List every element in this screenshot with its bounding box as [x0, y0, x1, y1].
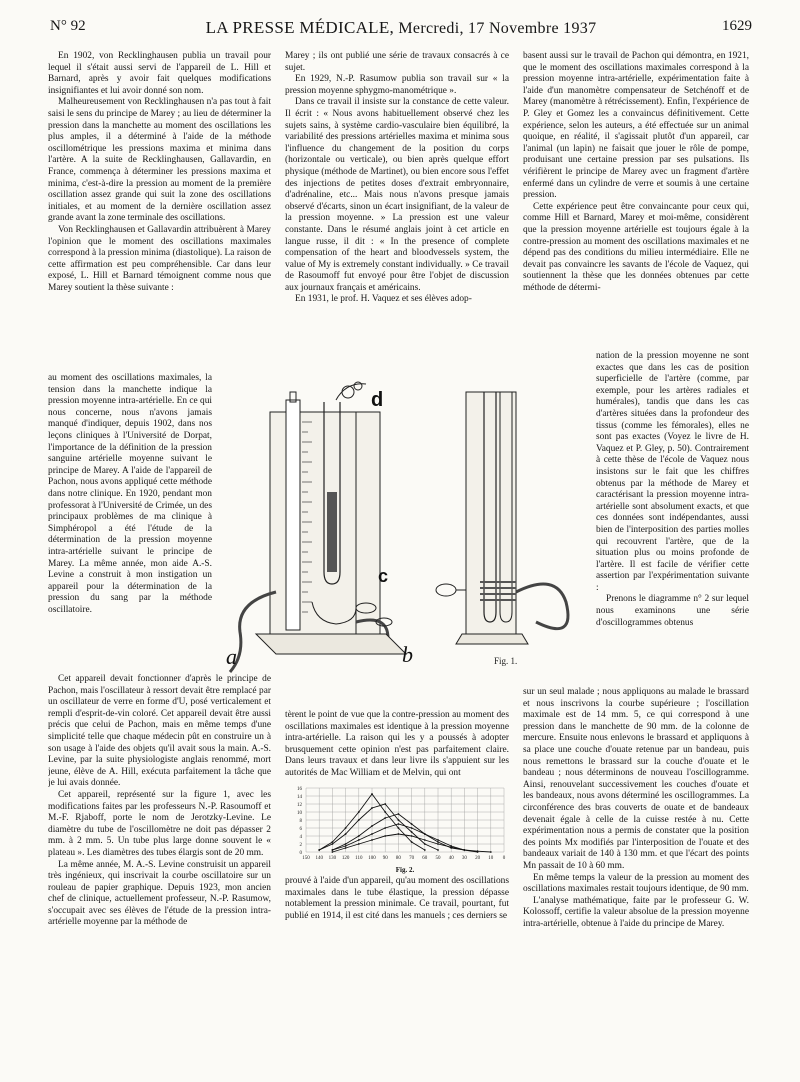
x-tick-label: 80 [395, 856, 401, 861]
label-c: c [378, 566, 389, 586]
data-point [450, 846, 452, 848]
y-tick-label: 14 [297, 795, 302, 800]
x-tick-label: 130 [328, 856, 337, 861]
x-tick-label: 40 [448, 856, 454, 861]
y-tick-label: 6 [299, 827, 302, 832]
x-tick-label: 0 [502, 856, 506, 861]
page-header [50, 18, 752, 40]
data-point [332, 849, 334, 851]
data-point [332, 843, 334, 845]
paragraph: La même année, M. A.-S. Levine construisit un appareil très ingénieux, qui inscrivait la courbe oscillatoire sur un rouleau de papier graphique. Depuis 1923, mon ancien chef de clinique, actuellement professeur, N.-P. Rasumow, s'occupait avec ses élèves de l'étude de la pression intra-artérielle moyenne par la méthode de [48, 859, 271, 928]
data-point [424, 843, 426, 845]
paragraph: au moment des oscillations maximales, la tension dans la manchette indique la pression moyenne intra-artérielle. En ce qui nous concerne, nous n'avons jamais manqué d'indiquer, depuis 1902, dans nos leçons cliniques à l'Université de Dorpat, l'importance de la définition de la pression sanguine artérielle moyenne suivant le principe de Marey. A l'aide de l'appareil de Pachon, nous avons appliqué cette méthode dans notre clinique. En 1920, pendant mon professorat à l'Université de Crimée, un des principaux problèmes de ma clinique à Simphéropol a été l'étude de la détermination de la pression moyenne intra-artérielle suivant le principe de Marey. La même année, mon aide A.-S. Levine a construit à mon instigation un appareil pour la détermination de la pression du sang par la méthode oscillatoire. [48, 373, 212, 615]
column-2-bottom-b [285, 876, 509, 936]
data-point [345, 833, 347, 835]
data-point [424, 833, 426, 835]
data-point [371, 793, 373, 795]
data-point [411, 841, 413, 843]
data-point [358, 843, 360, 845]
paragraph: Cette expérience peut être convaincante pour ceux qui, comme Hill et Barnard, Marey et moi-même, considèrent que la pression moyenne artérielle est toujours égale à la contre-pression au moment des oscillations maximales et ne dépend pas des conditions du milieu intermédiaire. Elle ne devait pas convaincre les savants de l'école de Vaquez, qui soutiennent la thèse que les données obtenues par cette méthode de détermi- [523, 201, 749, 293]
column-1-narrow [48, 373, 212, 671]
y-tick-label: 0 [299, 851, 302, 856]
column-2-bottom-a [285, 710, 509, 780]
data-point [398, 813, 400, 815]
side-board [466, 392, 516, 642]
paragraph: sur un seul malade ; nous appliquons au malade le brassard et nous inscrivons la courbe supérieure ; l'oscillation maximale est de 14 mm. 5, ce qui correspond à une pression dans le manchette de 90 mm. de la colonne de mercure. Ensuite nous enlevons le brassard et appliquons à sa place une couche d'ouate retenue par un bandeau, puis nous remettons le brassard sur la couche d'ouate et le bandeau ; nous déterminons de nouveau l'oscillogramme. Ainsi, renouvelant successivement les couches d'ouate et les bandeaux, nous avons déterminé les oscillogrammes. La circonférence des bras couverts de ouate et de bandeaux devenait égale à celle de la cuisse restée à nu. Cette expérimentation nous a permis de constater que la position des points Mx modifiés par l'interposition de l'ouate et des bandeaux variait de 140 à 130 mm. et que l'écart des points Mn passait de 10 à 60 mm. [523, 687, 749, 871]
figure-2 [282, 780, 514, 876]
paragraph: Von Recklinghausen et Gallavardin attribuèrent à Marey l'opinion que le moment des oscillations maximales correspond à la pression minima (diastolique). La raison de cette affirmation est peu compréhensible. Car dans leur exposé, L. Hill et Barnard témoignent comme nous que Marey soutient la thèse suivante : [48, 224, 271, 293]
paragraph: En 1902, von Recklinghausen publia un travail pour lequel il s'était aussi servi de l'appareil de L. Hill et Barnard, après y avoir fait quelques modifications insignifiantes et lui avoir donné son nom. [48, 51, 271, 96]
data-point [384, 811, 386, 813]
data-point [358, 811, 360, 813]
paragraph: Marey ; ils ont publié une série de travaux consacrés à ce sujet. [285, 51, 509, 73]
data-point [424, 839, 426, 841]
figure-2-caption: Fig. 2. [395, 866, 415, 874]
column-3-narrow [596, 351, 749, 686]
journal-name: LA PRESSE MÉDICALE, [205, 18, 395, 37]
paragraph: En 1929, N.-P. Rasumow publia son travail sur « la pression moyenne sphygmo-manométrique ». [285, 74, 509, 96]
column-1-bottom [48, 674, 271, 1066]
data-point [345, 845, 347, 847]
figure-2-chart [282, 780, 514, 876]
data-point [411, 835, 413, 837]
data-point [384, 827, 386, 829]
side-tube [516, 584, 568, 629]
column-3-bottom [523, 687, 749, 1047]
data-point [424, 849, 426, 851]
x-tick-label: 70 [409, 856, 415, 861]
data-point [437, 839, 439, 841]
paragraph: Cet appareil devait fonctionner d'après le principe de Pachon, mais l'oscillateur à ressort devait être remplacé par un oscillateur de verre en forme d'U, posé verticalement et rempli d'esprit-de-vin coloré. Cet appareil devait être aussi précis que celui de Pachon, mais en même temps d'une simplicité telle que chaque médecin pût en construire un à son usage à l'aide des objets qu'il avait sous la main. A.-S. Levine, par la suite physiologiste anglais renommé, mort jeune, élève de A. Hill, exécuta parfaitement la tâche que je lui avais donnée. [48, 674, 271, 789]
figure-1 [216, 372, 592, 692]
paragraph: prouvé à l'aide d'un appareil, qu'au moment des oscillations maximales dans le tube élastique, la pression dépasse notablement la pression minimale. Ce travail, pourtant, fut publié en 1914, il est cité dans les manuels ; ces derniers se [285, 876, 509, 921]
x-tick-label: 110 [355, 856, 363, 861]
data-point [411, 827, 413, 829]
paragraph: Malheureusement von Recklinghausen n'a pas tout à fait saisi le sens du principe de Marey ; au lieu de déterminer la pression dans la manchette au moment des oscillations les plus amples, il a déterminé à l'aide de la méthode oscillométrique les pressions maxima et minima dans l'artère. A la suite de Recklinghausen, Gallavardin, en France, commença à déterminer les pressions maxima et minima, c'est-à-dire la pression au moment de la première oscillation assez grande qui suit la zone des oscillations initiales, et au moment de la dernière oscillation assez grande avant la zone terminale des oscillations. [48, 97, 271, 224]
data-point [371, 825, 373, 827]
data-point [345, 847, 347, 849]
issue-number: N° 92 [50, 18, 86, 34]
label-b: b [402, 642, 413, 667]
data-point [358, 819, 360, 821]
label-a: a [226, 644, 237, 669]
data-point [437, 849, 439, 851]
data-point [345, 827, 347, 829]
data-point [371, 839, 373, 841]
paragraph: basent aussi sur le travail de Pachon qui démontra, en 1921, que le moment des oscillations maximales correspond à la pression moyenne intra-artérielle, expérimentation faite à l'aide d'un manomètre compensateur de Setchénoff et de Marey (manomètre à rétrécissement). Enfin, l'expérience de P. Gley et Gomez les a convaincus définitivement. Cette expérience, selon les auteurs, a été effectuée sur un animal quoique, en réalité, il s'agissait plutôt d'un appareil, car l'animal (un lapin) ne faisait que jouer le rôle de pompe, produisant une certaine pression par ses pulsations. Ils vérifièrent le principe de Marey avec un fragment d'artère enfermé dans un cylindre de verre et soumis à une certaine pression. [523, 51, 749, 201]
paragraph: En même temps la valeur de la pression au moment des oscillations maximales restait toujours identique, de 90 mm. [523, 872, 749, 895]
y-tick-label: 2 [299, 843, 302, 848]
data-point [318, 849, 320, 851]
x-tick-label: 100 [368, 856, 376, 861]
x-tick-label: 140 [315, 856, 323, 861]
paragraph: Cet appareil, représenté sur la figure 1, avec les modifications faites par les professeurs N.-P. Rasoumoff et M.-F. Rjaboff, porte le nom de Jerotzky-Levine. Le diamètre du tube de l'oscillomètre ne doit pas dépasser 2 mm. à 2 mm. 5. Un tube plus large donne souvent le « plateau ». Les diamètres des tubes élargis sont de 20 mm. [48, 789, 271, 858]
x-tick-label: 90 [382, 856, 388, 861]
data-point [371, 833, 373, 835]
data-point [398, 833, 400, 835]
y-tick-label: 8 [299, 819, 302, 824]
running-title [50, 18, 752, 38]
data-point [384, 803, 386, 805]
paragraph: L'analyse mathématique, faite par le professeur G. W. Kolossoff, certifie la valeur absolue de la pression moyenne intra-artérielle, obtenue à l'aide du principe de Marey. [523, 895, 749, 929]
data-point [411, 823, 413, 825]
series-line [319, 804, 438, 850]
data-point [411, 831, 413, 833]
column-1-top [48, 51, 271, 373]
data-point [332, 851, 334, 853]
x-tick-label: 10 [488, 856, 494, 861]
base-plate [256, 634, 406, 654]
page-number: 1629 [722, 18, 752, 34]
y-tick-label: 10 [297, 811, 302, 816]
paragraph: Prenons le diagramme n° 2 sur lequel nous examinons une série d'oscillogrammes obtenus [596, 594, 749, 628]
data-point [437, 841, 439, 843]
x-tick-label: 60 [422, 856, 428, 861]
issue-date: Mercredi, 17 Novembre 1937 [398, 20, 597, 37]
data-point [464, 849, 466, 851]
data-point [358, 835, 360, 837]
data-point [384, 817, 386, 819]
data-point [398, 827, 400, 829]
figure-1-drawing [216, 372, 592, 692]
data-point [398, 819, 400, 821]
scale-tube [286, 400, 300, 630]
column-3-top [523, 51, 749, 351]
paragraph: Dans ce travail il insiste sur la constance de cette valeur. Il écrit : « Nous avons habituellement observé chez les sujets sains, à système cardio-vasculaire bien équilibré, la variabilité des pressions artérielles maxima et minima sous l'influence du changement de la position du corps (horizontale ou verticale), ou bien après quelque effort physique (méthode de Martinet), ou bien encore sous l'effet des injections de petites doses d'extrait embryonnaire, d'adrénaline, etc... Mais nous n'avons presque jamais observé d'écarts, sinon un écart insignifiant, de la valeur de la pression moyenne. » La pression est une valeur constante. Dans le résumé anglais joint à cet article en langue russe, il dit : « In the presence of complete compensation of the heart and bloodvessels system, the value of My is extremely constant individually. » Ce travail de Rasoumoff fut envoyé pour être l'objet de discussion aux journaux français et américains. [285, 97, 509, 293]
data-point [437, 843, 439, 845]
y-tick-label: 4 [299, 835, 302, 840]
data-point [477, 850, 479, 852]
x-tick-label: 120 [341, 856, 350, 861]
paragraph: tèrent le point de vue que la contre-pression au moment des oscillations maximales est identique à la pression moyenne intra-artérielle. La raison qui les y a poussés à adopter brusquement cette opinion n'est pas parfaitement claire. Dans leurs travaux et dans leur livre ils s'appuient sur les autorités de Mac William et de Melvin, qui ont [285, 710, 509, 778]
x-tick-label: 50 [435, 856, 441, 861]
data-point [490, 851, 492, 853]
x-tick-label: 150 [302, 856, 310, 861]
data-point [332, 841, 334, 843]
side-base [456, 634, 528, 644]
paragraph: nation de la pression moyenne ne sont exactes que dans les cas de position superficielle de l'artère (comme, par exemple, pour les artères radiales et humérales), tandis que dans les cas d'artères situées dans la profondeur des tissus (comme les fémorales), elles ne sont pas exactes (Voyez le livre de H. Vaquez et P. Gley, p. 50). Contrairement à cette thèse de l'école de Vaquez nous insistons sur le fait que les chiffres obtenus par la méthode de Marey et caractérisant la pression moyenne intra-artérielle sont absolument exacts, et que ces données sont indépendantes, aussi bien de l'interposition des parties molles qui recouvrent l'artère, que de la situation plus ou moins profonde de l'artère. Il est facile de vérifier cette assertion par l'expérimentation suivante : [596, 351, 749, 593]
data-point [398, 823, 400, 825]
label-d: d [371, 389, 384, 411]
x-tick-label: 20 [475, 856, 481, 861]
data-point [371, 807, 373, 809]
data-point [358, 839, 360, 841]
y-tick-label: 12 [297, 803, 302, 808]
figure-1-caption: Fig. 1. [494, 656, 518, 666]
y-tick-label: 16 [297, 787, 302, 792]
data-point [384, 835, 386, 837]
column-2-top [285, 51, 509, 371]
paragraph: En 1931, le prof. H. Vaquez et ses élèves adop- [295, 294, 472, 305]
data-point [345, 843, 347, 845]
x-tick-label: 30 [461, 856, 467, 861]
